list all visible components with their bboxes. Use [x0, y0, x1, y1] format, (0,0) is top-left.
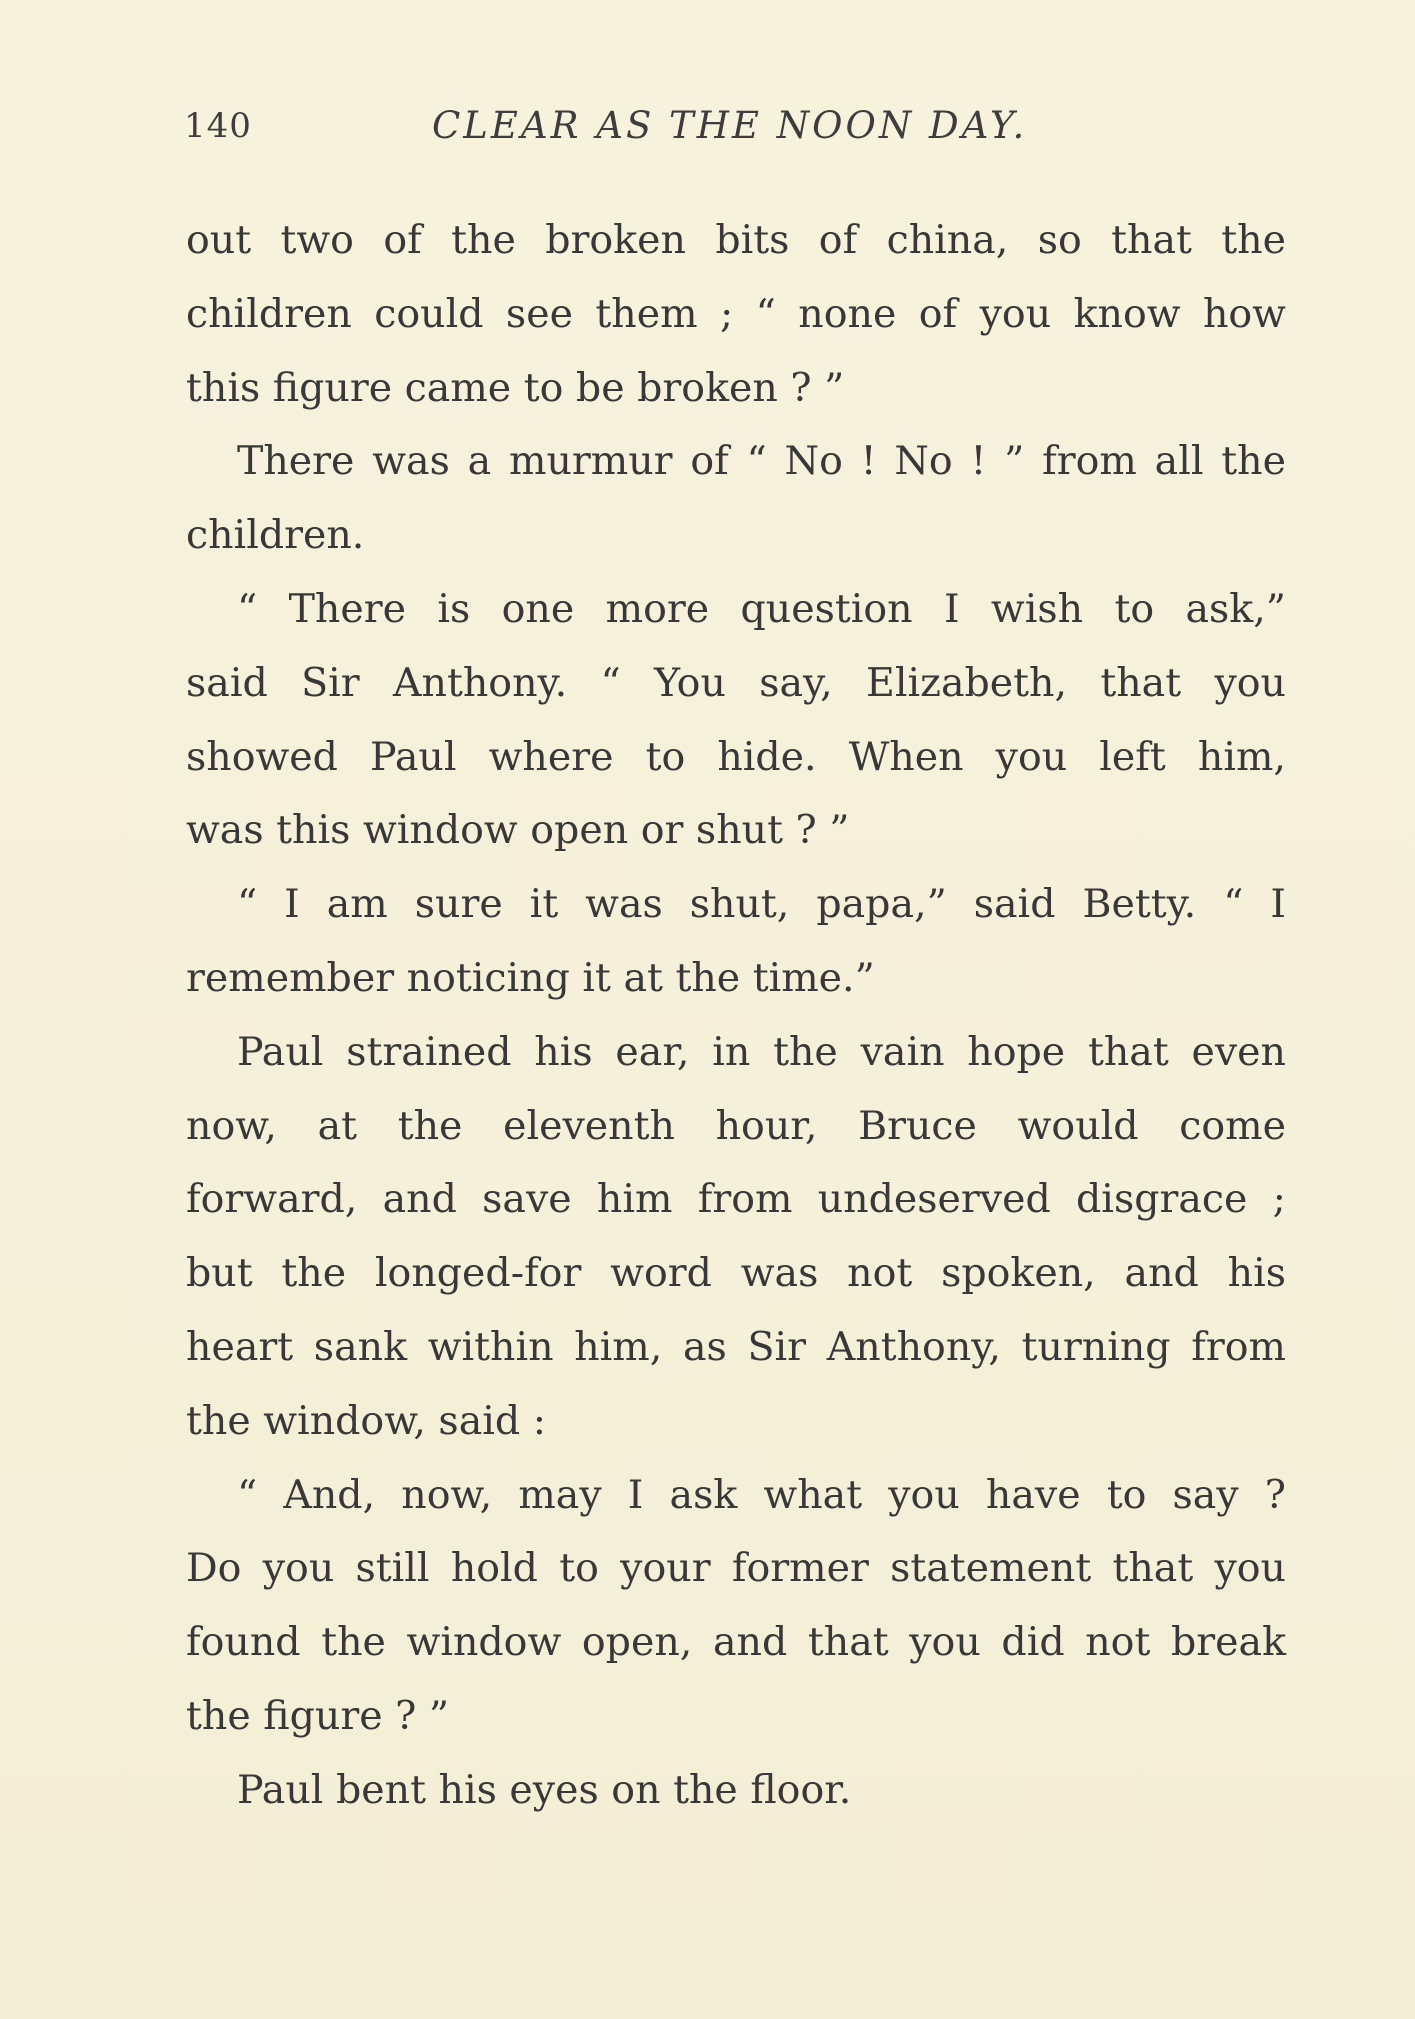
text-line: Do you still hold to your former statement that you	[186, 1545, 1286, 1592]
text-line: “ There is one more question I wish to ask,”	[237, 585, 1286, 632]
running-title: CLEAR AS THE NOON DAY.	[432, 104, 1028, 147]
text-line: now, at the eleventh hour, Bruce would come	[186, 1102, 1286, 1149]
text-line: but the longed-for word was not spoken, and his	[186, 1250, 1286, 1297]
running-head	[184, 100, 1284, 160]
text-line: “ I am sure it was shut, papa,” said Betty. “ I	[237, 881, 1286, 928]
text-line: out two of the broken bits of china, so that the	[186, 217, 1286, 263]
text-line: found the window open, and that you did not break	[186, 1619, 1286, 1666]
text-line: “ And, now, may I ask what you have to say ?	[237, 1471, 1286, 1518]
text-line: children.	[186, 512, 365, 559]
text-line: said Sir Anthony. “ You say, Elizabeth, that you	[186, 659, 1286, 706]
text-line: showed Paul where to hide. When you left him,	[186, 733, 1286, 780]
body-text	[186, 204, 1286, 1828]
text-line: was this window open or shut ? ”	[186, 807, 850, 854]
text-line: heart sank within him, as Sir Anthony, turning from	[186, 1323, 1286, 1370]
text-line: Paul strained his ear, in the vain hope that even	[237, 1028, 1286, 1075]
text-line: children could see them ; “ none of you know how	[186, 290, 1286, 337]
text-line: forward, and save him from undeserved disgrace ;	[186, 1176, 1286, 1223]
text-line: the figure ? ”	[186, 1692, 450, 1739]
page-number: 140	[184, 106, 252, 146]
text-line: this figure came to be broken ? ”	[186, 364, 845, 411]
text-line: There was a murmur of “ No ! No ! ” from all the	[237, 438, 1286, 485]
text-line: remember noticing it at the time.”	[186, 954, 875, 1001]
text-line: Paul bent his eyes on the floor.	[237, 1766, 852, 1813]
text-line: the window, said :	[186, 1397, 547, 1444]
